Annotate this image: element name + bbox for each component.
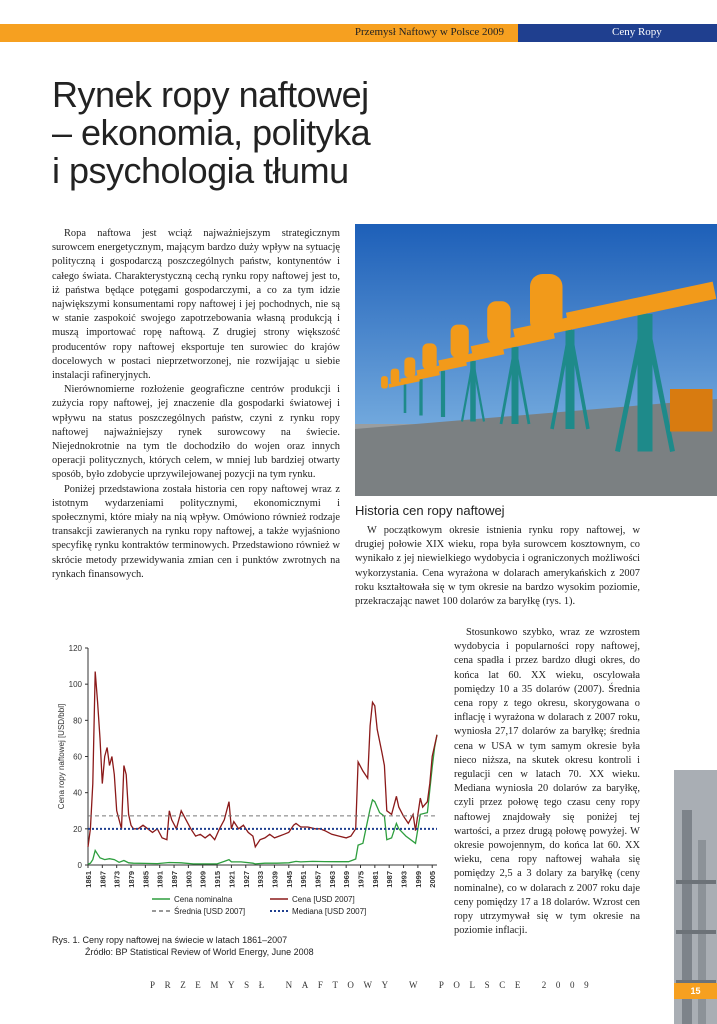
series-line-0 <box>88 735 437 864</box>
y-tick-label: 100 <box>68 680 82 690</box>
x-tick-label: 1891 <box>155 871 165 888</box>
intro-paragraph: Nierównomierne rozłożenie geograficzne centrów produkcji i zużycia ropy naftowej, jej znaczenie dla gospodarki światowej i wpływu na status poszczególnych państw, czyni z rynku ropy naftowej najważniejszy rynek surowcowy na świecie. Niejednokrotnie na tym tle dochodziło do wojen oraz innych operacji politycznych, których celem, w mniej lub bardziej otwarty sposób, było zdobycie uprzywilejowanej pozycji na tym rynku. <box>52 384 340 481</box>
y-tick-label: 60 <box>73 752 82 762</box>
legend-label: Mediana [USD 2007] <box>292 907 367 916</box>
oil-price-chart <box>52 640 447 930</box>
legend-label: Cena nominalna <box>174 895 233 904</box>
history-paragraph: W początkowym okresie istnienia rynku ropy naftowej, w drugiej połowie XIX wieku, ropa była surowcem kosztownym, co wynikało z jej niewielkiego wydobycia i ograniczonych możliwości wykorzystania. Cena wyrażona w dolarach amerykańskich z 2007 roku kształtowała się w tym okresie na bardzo wysokim poziomie, przekraczając nawet 100 dolarów za baryłkę (rys. 1). <box>355 525 640 608</box>
history-paragraph: Stosunkowo szybko, wraz ze wzrostem wydobycia i popularności ropy naftowej, cena spadła i przez bardzo długi okres, do końca lat 60. XX wieku, oscylowała pomiędzy 10 a 35 dolarów (2007). Średnia cena ropy z tego okresu, skorygowana o inflację i wyrażona w dolarach z 2007 roku, wyniosła 27,17 dolarów za baryłkę; średnia cena w USA w tym samym okresie była nieco niższa, na skutek okresu kontroli i regulacji cen w latach 70. XX wieku. Mediana wyniosła 20 dolarów za baryłkę, czyli przez połowę tego czasu ceny ropy naftowej znajdowały się poniżej tej wartości, a przez drugą połowę powyżej. W okresie powojennym, do końca lat 60. XX wieku, cena ropy naftowej wahała się pomiędzy 2,5 a 3 dolary za baryłkę (ceny nominalne), co w dolarach z 2007 roku daje ceny pomiędzy 17 a 18 dolarów. Wzrost cen ropy utrzymywał się w tym okresie na poziomie inflacji. <box>454 627 640 937</box>
x-tick-label: 1975 <box>356 871 366 888</box>
legend-label: Cena [USD 2007] <box>292 895 355 904</box>
title-line: i psychologia tłumu <box>52 150 349 191</box>
legend-label: Średnia [USD 2007] <box>174 907 246 916</box>
article-title <box>52 76 452 190</box>
page-footer: PRZEMYSŁ NAFTOWY W POLSCE 2009 <box>150 980 599 990</box>
intro-paragraph: Poniżej przedstawiona została historia cen ropy naftowej wraz z istotnym wydarzeniami politycznymi, ekonomicznymi i społecznymi, które miały na nią wpływ. Omówiono również rodzaje transakcji zawieranych na rynku ropy naftowej, a także wyjaśniono specyfikę rynku kontraktów terminowych. Przedstawiono również w skrócie metody przewidywania zmian cen i punktów zwrotnych na rynkach finansowych. <box>52 483 340 580</box>
x-tick-label: 1921 <box>227 871 237 888</box>
x-tick-label: 1915 <box>213 871 223 888</box>
intro-paragraph: Ropa naftowa jest wciąż najważniejszym strategicznym surowcem energetycznym, mającym bardzo duży wpływ na sytuację polityczną i gospodarczą poszczególnych państw, kontynentów i całego świata. Charakterystyczną cechą rynku ropy naftowej jest to, iż państwa będące potęgami gospodarczymi, a co za tym idzie największymi konsumentami ropy naftowej i jej pochodnych, nie są w stanie zaspokoić swojego zapotrzebowania własną produkcją i muszą importować ropę naftową. Z drugiej strony większość producentów ropy naftowej eksportuje ten surowiec do krajów docelowych w postaci nieprzetworzonej, nie rozwijając u siebie instalacji rafineryjnych. <box>52 228 340 382</box>
page-number: 15 <box>674 983 717 999</box>
x-tick-label: 1945 <box>284 871 294 888</box>
x-tick-label: 1873 <box>112 871 122 888</box>
history-column-top <box>355 524 640 609</box>
y-axis-label: Cena ropy naftowej [USD/bbl] <box>57 703 66 810</box>
x-tick-label: 1867 <box>98 871 108 888</box>
figure-caption-source: Źródło: BP Statistical Review of World Energy, June 2008 <box>85 947 314 957</box>
x-tick-label: 1897 <box>170 871 180 888</box>
figure-caption <box>52 934 314 958</box>
x-tick-label: 1969 <box>342 871 352 888</box>
x-tick-label: 1885 <box>141 871 151 888</box>
x-tick-label: 2005 <box>428 871 438 888</box>
history-column-bottom <box>454 626 640 938</box>
header-publication-title: Przemysł Naftowy w Polsce 2009 <box>354 26 504 38</box>
title-line: – ekonomia, polityka <box>52 112 371 153</box>
y-tick-label: 0 <box>77 861 82 870</box>
figure-caption-title: Rys. 1. Ceny ropy naftowej na świecie w latach 1861–2007 <box>52 935 288 945</box>
header-publication-bar <box>0 24 520 42</box>
x-tick-label: 1861 <box>84 871 93 888</box>
page-header <box>0 24 717 42</box>
x-tick-label: 1951 <box>299 871 309 888</box>
y-tick-label: 40 <box>73 788 82 798</box>
x-tick-label: 1879 <box>127 871 137 888</box>
header-section-title: Ceny Ropy <box>612 26 662 38</box>
x-tick-label: 1939 <box>270 871 280 888</box>
oil-pumpjacks-photo <box>355 224 717 496</box>
y-tick-label: 120 <box>68 644 82 653</box>
x-tick-label: 1957 <box>313 871 323 888</box>
oil-price-chart-svg <box>52 640 447 930</box>
y-tick-label: 20 <box>73 824 82 834</box>
header-section-bar <box>518 24 717 42</box>
x-tick-label: 1927 <box>241 871 251 888</box>
x-tick-label: 1993 <box>399 871 409 888</box>
x-tick-label: 1933 <box>256 871 266 888</box>
x-tick-label: 1999 <box>413 871 423 888</box>
intro-column <box>52 227 340 582</box>
x-tick-label: 1909 <box>198 871 208 888</box>
x-tick-label: 1987 <box>385 871 395 888</box>
y-tick-label: 80 <box>73 716 82 726</box>
title-line: Rynek ropy naftowej <box>52 74 369 115</box>
section-heading: Historia cen ropy naftowej <box>355 503 505 518</box>
x-tick-label: 1903 <box>184 871 194 888</box>
x-tick-label: 1981 <box>370 871 380 888</box>
x-tick-label: 1963 <box>327 871 337 888</box>
